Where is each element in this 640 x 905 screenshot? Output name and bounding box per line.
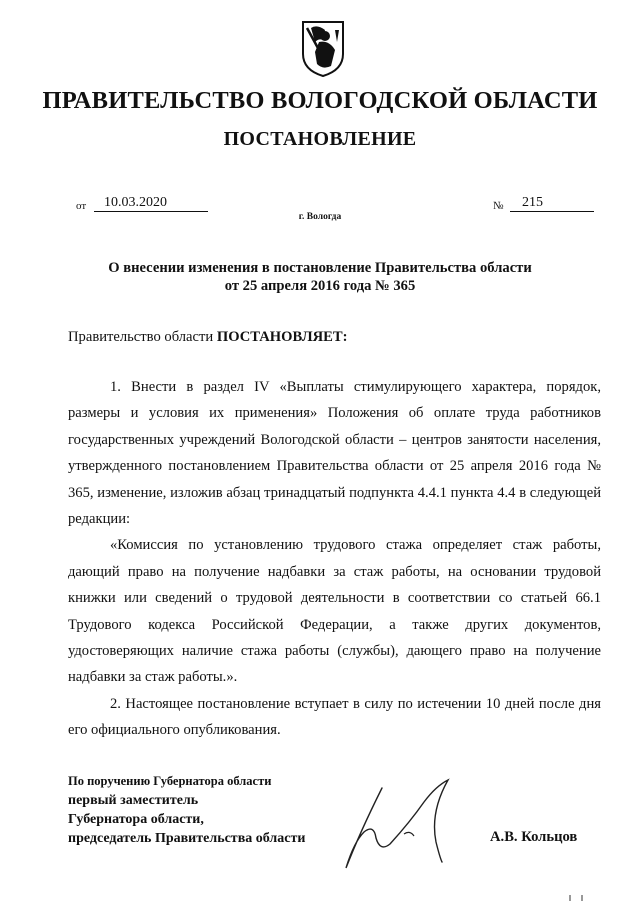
subject-line-2: от 25 апреля 2016 года № 365: [224, 278, 416, 294]
signatory-line-3: Губернатора области,: [68, 812, 204, 827]
document-subject: [60, 259, 580, 295]
document-type-title: ПОСТАНОВЛЕНИЕ: [223, 128, 417, 150]
body-paragraph-2: «Комиссия по установлению трудового стажа определяет стаж работы, дающий право на получение надбавки за стаж работы, на основании трудовой книжки или сведений о трудовой деятельности в соответствии со статьей 66.1 Трудового кодекса Российской Федерации, а также других документов, удостоверяющих наличие стажа работы (службы), дающего право на получение надбавки за стаж работы.».: [68, 537, 601, 686]
signatory-title: [68, 772, 305, 848]
signatory-line-2: первый заместитель: [68, 793, 199, 808]
body-paragraph-1: 1. Внести в раздел IV «Выплаты стимулирующего характера, порядок, размеры и условия их применения» Положения об оплате труда работников государственных учреждений Вологодской области – центров занятости населения, утвержденного постановлением Правительства области от 25 апреля 2016 года № 365, изменение, изложив абзац тринадцатый подпункта 4.4.1 пункта 4.4 в следующей редакции:: [68, 379, 601, 528]
signer-name: А.В. Кольцов: [490, 829, 578, 845]
number-prefix: №: [493, 200, 504, 212]
decree-intro-keyword: ПОСТАНОВЛЯЕТ:: [216, 329, 348, 345]
page-marks: [567, 894, 587, 902]
subject-line-1: О внесении изменения в постановление Правительства области: [108, 260, 532, 276]
document-number: 215: [510, 195, 594, 212]
decree-intro-text: Правительство области: [68, 329, 217, 345]
signatory-line-4: председатель Правительства области: [68, 831, 306, 846]
document-date: 10.03.2020: [94, 195, 208, 212]
city-label: г. Вологда: [298, 212, 342, 222]
coat-of-arms-icon: [301, 20, 345, 78]
document-body: [68, 374, 601, 744]
date-prefix: от: [76, 200, 87, 212]
handwritten-signature: [340, 772, 480, 872]
decree-intro: [68, 329, 347, 346]
organization-title: ПРАВИТЕЛЬСТВО ВОЛОГОДСКОЙ ОБЛАСТИ: [42, 87, 598, 114]
signatory-line-1: По поручению Губернатора области: [68, 774, 272, 788]
body-paragraph-3: 2. Настоящее постановление вступает в силу по истечении 10 дней после дня его официального опубликования.: [68, 695, 601, 739]
